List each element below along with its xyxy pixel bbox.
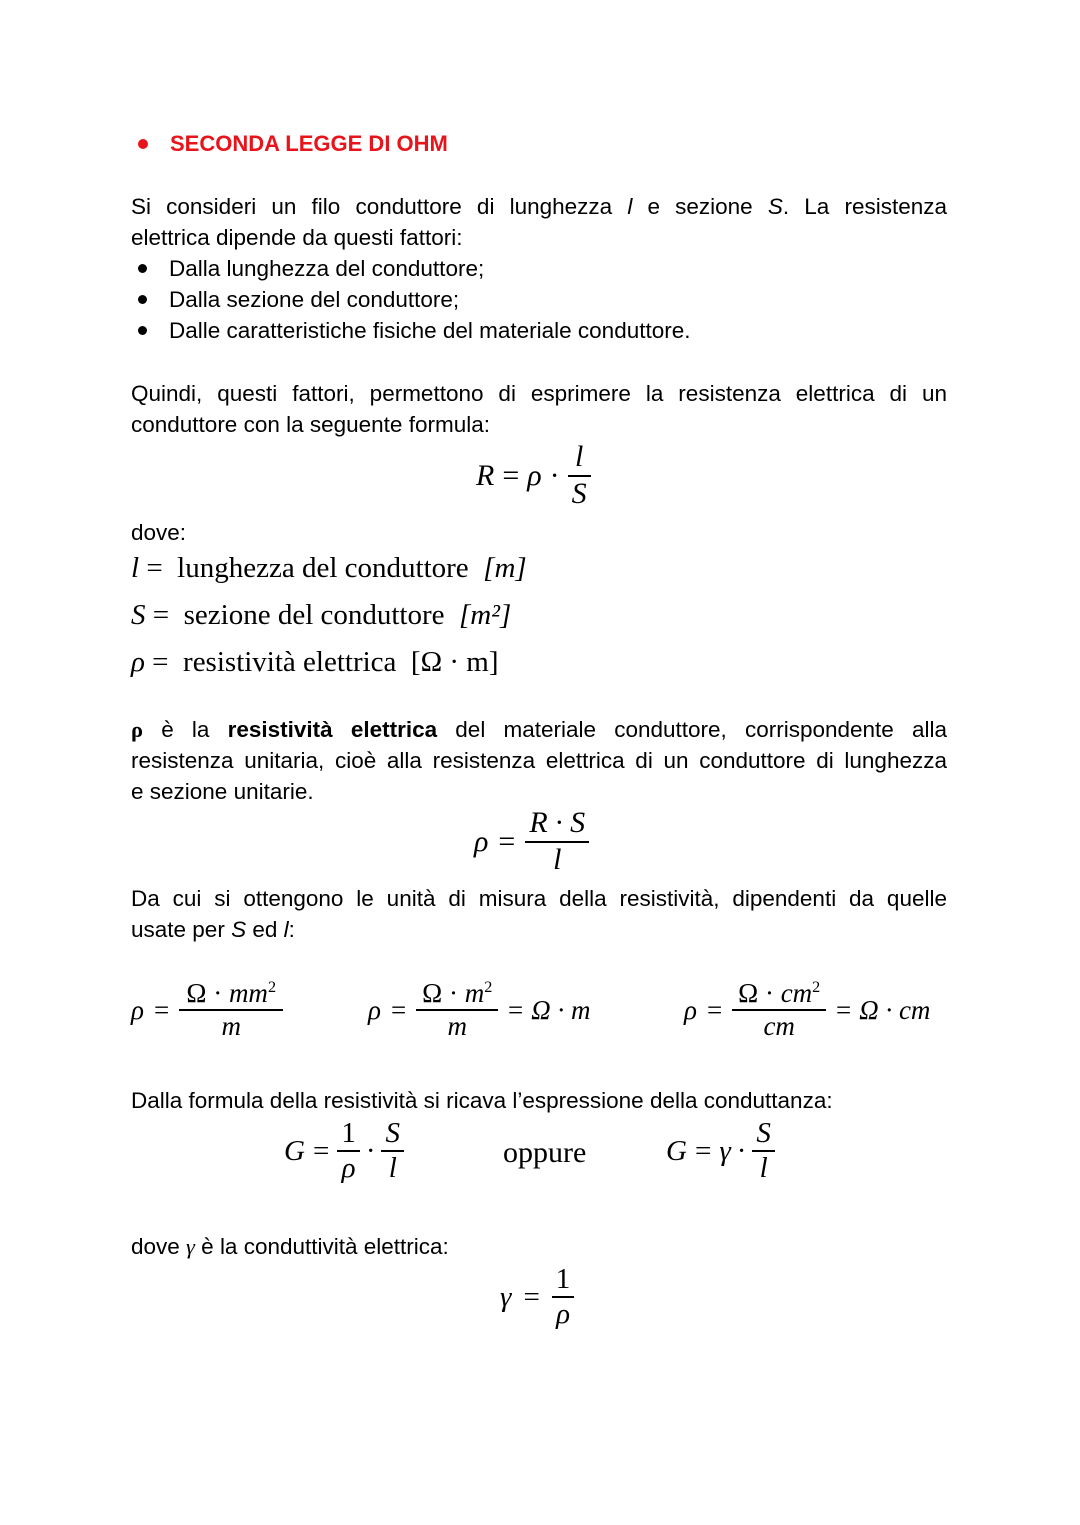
- formula-resistivity: ρ = $\frac{R \cdot S}{l}$: [474, 806, 589, 877]
- fraction: $\frac{\Omega \cdot cm^2}{cm}$: [732, 978, 826, 1042]
- fraction: $\frac{l}{S}$: [568, 440, 591, 511]
- definitions-list: [131, 545, 527, 686]
- formula-intro-paragraph: Quindi, questi fattori, permettono di esprimere la resistenza elettrica di un conduttore con la seguente formula:: [131, 381, 947, 437]
- intro-line-1: Si consideri un filo conduttore di lunghezza l e sezione S. La resistenza: [131, 194, 948, 219]
- list-item: Dalle caratteristiche fisiche del materiale conduttore.: [138, 315, 691, 346]
- resistivity-paragraph: ρ è la resistività elettrica del materiale conduttore, corrispondente alla resistenza unitaria, cioè alla resistenza elettrica di un conduttore di lunghezza e sezione unitarie.: [131, 717, 947, 804]
- oppure-label: oppure: [503, 1136, 587, 1169]
- fraction: $\frac{\Omega \cdot mm^2}{m}$: [179, 978, 283, 1042]
- definition-section: S = sezione del conduttore [m²]: [131, 599, 512, 631]
- fraction: $\frac{S}{l}$: [752, 1117, 775, 1186]
- fraction: $\frac{\Omega \cdot m^2}{m}$: [416, 978, 498, 1042]
- bullet-icon: [138, 264, 147, 273]
- bullet-icon: [138, 295, 147, 304]
- heading-text: SECONDA LEGGE DI OHM: [170, 131, 448, 156]
- unit-formula-cm: ρ = $\frac{\Omega \cdot cm^2}{cm}$ = Ω · cm: [684, 978, 931, 1042]
- section-heading: [138, 131, 448, 157]
- formula-conductance-2: G = γ · $\frac{S}{l}$: [666, 1117, 775, 1186]
- fraction: $\frac{S}{l}$: [381, 1117, 404, 1186]
- intro-paragraph: [131, 191, 947, 253]
- list-item: Dalla sezione del conduttore;: [138, 284, 691, 315]
- formula-resistance: R = ρ · $\frac{l}{S}$: [476, 440, 591, 511]
- fraction: $\frac{1}{\rho}$: [552, 1263, 575, 1332]
- fraction: $\frac{R \cdot S}{l}$: [525, 806, 589, 877]
- bullet-icon: [138, 326, 147, 335]
- dove-label: dove:: [131, 520, 187, 545]
- formula-conductivity: γ = $\frac{1}{\rho}$: [500, 1263, 574, 1332]
- definition-length: l = lunghezza del conduttore [m]: [131, 552, 527, 584]
- unit-formula-m: ρ = $\frac{\Omega \cdot m^2}{m}$ = Ω · m: [368, 978, 591, 1042]
- definition-resistivity: ρ = resistività elettrica [Ω · m]: [131, 646, 499, 678]
- formula-conductance-1: G = $\frac{1}{\rho}$ · $\frac{S}{l}$: [284, 1117, 404, 1186]
- intro-line-2: elettrica dipende da questi fattori:: [131, 225, 463, 250]
- units-paragraph: Da cui si ottengono le unità di misura della resistività, dipendenti da quelle usate per S ed l:: [131, 886, 947, 942]
- conductivity-paragraph: dove γ è la conduttività elettrica:: [131, 1234, 449, 1259]
- fraction: $\frac{1}{\rho}$: [337, 1117, 360, 1186]
- bullet-icon: [138, 139, 148, 149]
- conductance-intro: Dalla formula della resistività si ricava l’espressione della conduttanza:: [131, 1088, 833, 1113]
- unit-formula-mm: ρ = $\frac{\Omega \cdot mm^2}{m}$: [131, 978, 283, 1042]
- factor-list: [138, 253, 691, 346]
- list-item: Dalla lunghezza del conduttore;: [138, 253, 691, 284]
